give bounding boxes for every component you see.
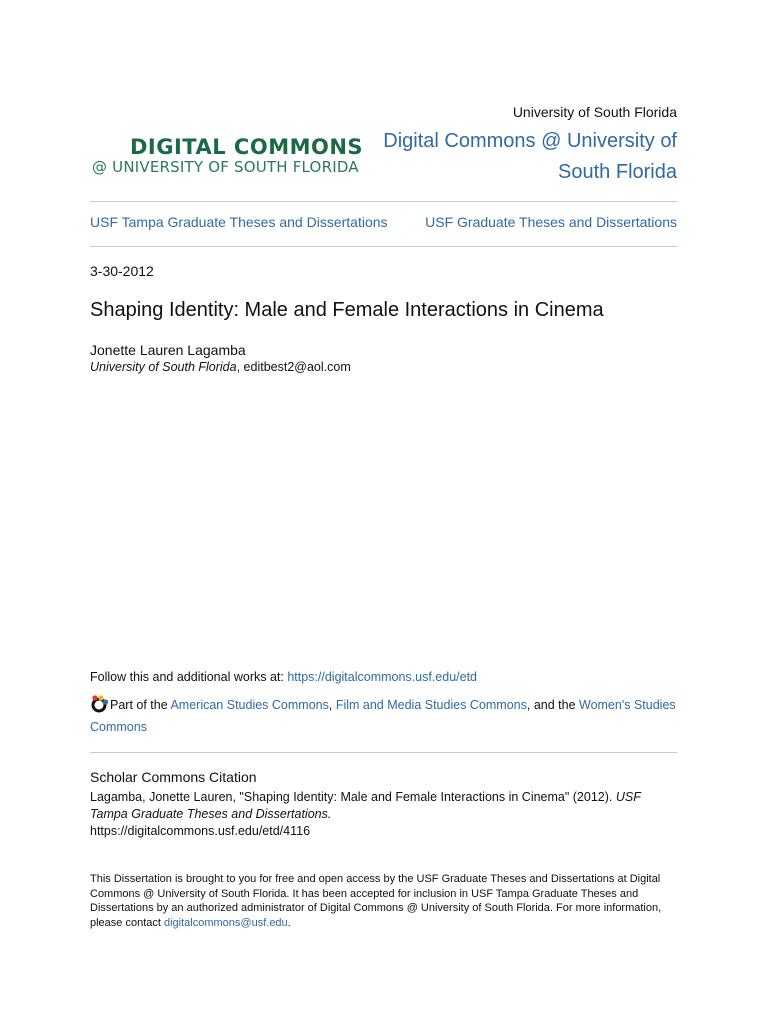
- part-of-sep2: , and the: [526, 698, 579, 712]
- network-icon: [90, 695, 108, 713]
- author-email: , editbest2@aol.com: [236, 360, 351, 374]
- follow-url-link[interactable]: https://digitalcommons.usf.edu/etd: [287, 670, 478, 684]
- citation-text: Lagamba, Jonette Lauren, "Shaping Identity: Male and Female Interactions in Cinema" (2012).: [90, 790, 616, 804]
- collection-link-tampa[interactable]: USF Tampa Graduate Theses and Dissertations: [90, 214, 388, 230]
- document-date: 3-30-2012: [90, 263, 154, 279]
- repository-link[interactable]: Digital Commons @ University of South Florida: [383, 130, 677, 183]
- author-affiliation: [90, 360, 351, 374]
- film-media-studies-link[interactable]: Film and Media Studies Commons: [335, 698, 527, 712]
- citation-url: https://digitalcommons.usf.edu/etd/4116: [90, 824, 311, 838]
- document-author: Jonette Lauren Lagamba: [90, 342, 246, 358]
- part-of-sep1: ,: [328, 698, 336, 712]
- logo-sub-text: @ UNIVERSITY OF SOUTH FLORIDA: [92, 158, 359, 176]
- follow-line: [90, 670, 477, 684]
- citation-heading: Scholar Commons Citation: [90, 769, 257, 785]
- citation-body: [90, 789, 680, 840]
- contact-email-link[interactable]: digitalcommons@usf.edu: [164, 916, 288, 929]
- citation-series: USF Tampa Graduate Theses and Dissertations.: [90, 790, 641, 821]
- affiliation-name: University of South Florida: [90, 360, 237, 374]
- logo-main-text: DIGITAL COMMONS: [130, 135, 364, 159]
- disclaimer: [90, 872, 680, 930]
- document-title: Shaping Identity: Male and Female Interactions in Cinema: [90, 299, 604, 321]
- divider-top: [90, 201, 677, 202]
- digital-commons-logo[interactable]: [92, 136, 372, 176]
- divider-collections: [90, 246, 677, 247]
- divider-citation: [90, 752, 677, 753]
- university-name: University of South Florida: [512, 104, 677, 120]
- disclaimer-text: This Dissertation is brought to you for free and open access by the USF Graduate Theses and Dissertations at Digital Commons @ University of South Florida. It has been accepted for inclusion in USF Tampa Graduate Theses and Dissertations by an authorized administrator of Digital Commons @ University of South Florida. For more information, please contact: [90, 873, 662, 929]
- disclaimer-end: .: [287, 916, 291, 929]
- follow-label: Follow this and additional works at:: [90, 670, 288, 684]
- part-of-line: [90, 694, 680, 738]
- part-of-prefix: Part of the: [110, 698, 171, 712]
- american-studies-link[interactable]: American Studies Commons: [170, 698, 329, 712]
- collection-link-usf[interactable]: USF Graduate Theses and Dissertations: [425, 214, 677, 230]
- womens-studies-link[interactable]: Women's Studies Commons: [90, 698, 676, 734]
